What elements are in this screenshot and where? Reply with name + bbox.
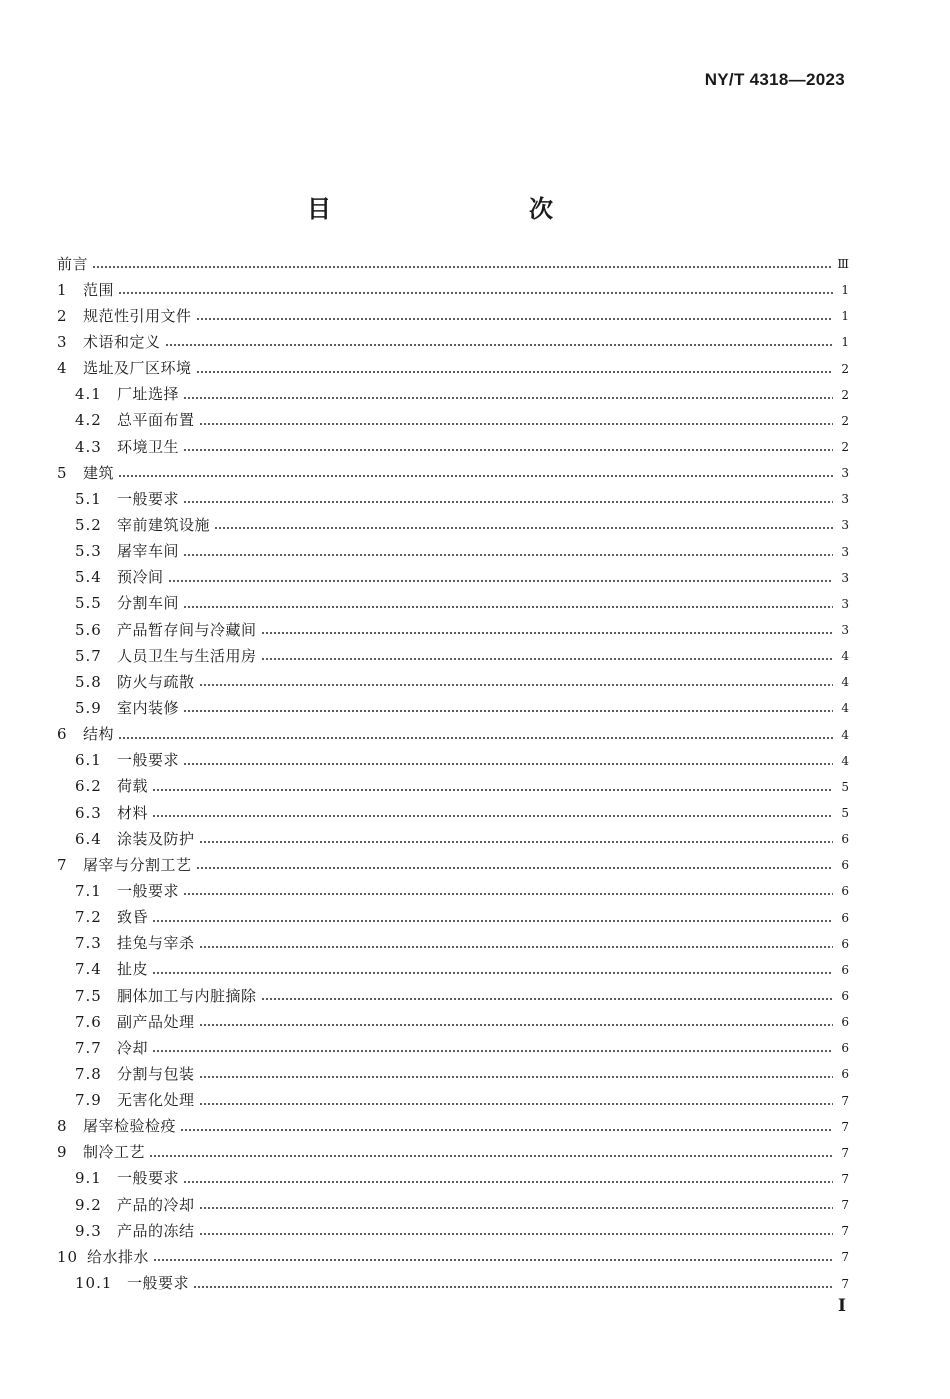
toc-entry-page: 3 [841, 570, 849, 585]
toc-entry-number: 2 [57, 306, 68, 325]
toc-leader-dots [193, 1286, 833, 1288]
toc-leader-dots [152, 920, 833, 922]
toc-entry[interactable] [57, 277, 849, 303]
toc-entry-page: 7 [841, 1119, 849, 1134]
toc-entry[interactable] [57, 1270, 849, 1296]
toc-entry-page: 3 [841, 623, 849, 638]
page-title: 目 次 [307, 195, 603, 224]
toc-entry-label: 预冷间 [117, 568, 164, 587]
toc-entry-label: 材料 [117, 803, 149, 822]
toc-leader-dots [168, 580, 833, 582]
toc-entry-number: 4.1 [75, 385, 102, 404]
toc-entry-page: 2 [841, 440, 849, 455]
toc-entry[interactable] [57, 1218, 849, 1244]
toc-leader-dots [165, 344, 833, 346]
toc-leader-dots [152, 815, 833, 817]
toc-entry[interactable] [57, 1140, 849, 1166]
toc-entry-page: 4 [841, 727, 849, 742]
toc-leader-dots [183, 554, 833, 556]
toc-entry[interactable] [57, 748, 849, 774]
toc-entry-page: 7 [841, 1145, 849, 1160]
toc-leader-dots [183, 893, 833, 895]
toc-entry-number: 5.6 [75, 620, 102, 639]
toc-entry-page: 2 [841, 361, 849, 376]
toc-entry-label: 规范性引用文件 [83, 306, 192, 325]
toc-entry[interactable] [57, 1114, 849, 1140]
toc-entry-label: 一般要求 [117, 751, 180, 770]
toc-entry-label: 分割车间 [117, 594, 180, 613]
toc-leader-dots [199, 423, 833, 425]
toc-entry-number: 7.8 [75, 1064, 102, 1083]
toc-entry-page: 2 [841, 413, 849, 428]
toc-entry-number: 8 [57, 1117, 68, 1136]
toc-entry[interactable] [57, 539, 849, 565]
toc-leader-dots [199, 1207, 833, 1209]
toc-entry-number: 5 [57, 463, 68, 482]
toc-entry[interactable] [57, 617, 849, 643]
toc-entry[interactable] [57, 695, 849, 721]
toc-entry-page: 3 [841, 492, 849, 507]
toc-entry-number: 1 [57, 280, 68, 299]
toc-entry-label: 产品的冻结 [117, 1221, 195, 1240]
toc-entry-label: 屠宰车间 [117, 542, 180, 561]
toc-entry-number: 5.1 [75, 489, 102, 508]
toc-entry-page: Ⅲ [837, 257, 849, 272]
toc-leader-dots [92, 266, 831, 268]
toc-entry-number: 5.9 [75, 698, 102, 717]
toc-entry-number: 5.7 [75, 646, 102, 665]
toc-entry-number: 7.5 [75, 986, 102, 1005]
toc-entry-number: 6 [57, 725, 68, 744]
toc-entry-label: 扯皮 [117, 960, 149, 979]
toc-leader-dots [199, 1076, 833, 1078]
toc-entry-page: 4 [841, 753, 849, 768]
toc-entry[interactable] [57, 434, 849, 460]
toc-entry-label: 结构 [83, 725, 115, 744]
toc-entry-number: 9 [57, 1143, 68, 1162]
toc-entry-number: 7.3 [75, 934, 102, 953]
toc-entry[interactable] [57, 826, 849, 852]
toc-leader-dots [196, 318, 833, 320]
toc-entry-number: 5.4 [75, 568, 102, 587]
toc-entry-label: 范围 [83, 280, 115, 299]
toc-entry-page: 1 [841, 309, 849, 324]
toc-entry-page: 6 [841, 936, 849, 951]
toc-leader-dots [199, 1103, 833, 1105]
toc-leader-dots [152, 972, 833, 974]
toc-leader-dots [183, 710, 833, 712]
toc-entry-page: 3 [841, 466, 849, 481]
toc-entry-page: 7 [841, 1171, 849, 1186]
toc-leader-dots [180, 1129, 833, 1131]
toc-entry-number: 5.3 [75, 542, 102, 561]
toc-entry[interactable] [57, 460, 849, 486]
toc-entry-label: 屠宰检验检疫 [83, 1117, 177, 1136]
toc-entry[interactable] [57, 905, 849, 931]
toc-entry-label: 产品暂存间与冷藏间 [117, 620, 257, 639]
toc-entry-label: 冷却 [117, 1038, 149, 1057]
toc-leader-dots [199, 1024, 833, 1026]
toc-entry-page: 6 [841, 858, 849, 873]
toc-entry-page: 6 [841, 962, 849, 977]
toc-leader-dots [152, 1050, 833, 1052]
toc-entry-label: 无害化处理 [117, 1091, 195, 1110]
toc-entry-page: 6 [841, 910, 849, 925]
toc-entry-label: 建筑 [83, 463, 115, 482]
toc-entry-number: 9.2 [75, 1195, 102, 1214]
toc-entry-page: 3 [841, 518, 849, 533]
toc-entry-label: 屠宰与分割工艺 [83, 855, 192, 874]
toc-entry[interactable] [57, 931, 849, 957]
toc-entry[interactable] [57, 1035, 849, 1061]
toc-entry-number: 7 [57, 855, 68, 874]
toc-entry-label: 胴体加工与内脏摘除 [117, 986, 257, 1005]
table-of-contents [57, 251, 849, 1297]
toc-entry-page: 7 [841, 1224, 849, 1239]
toc-entry[interactable] [57, 983, 849, 1009]
toc-leader-dots [199, 841, 833, 843]
toc-entry-page: 5 [841, 806, 849, 821]
toc-leader-dots [118, 475, 833, 477]
toc-entry-page: 1 [841, 283, 849, 298]
toc-leader-dots [118, 737, 833, 739]
toc-entry-number: 10 [57, 1247, 79, 1266]
toc-entry-number: 5.5 [75, 594, 102, 613]
toc-entry-label: 厂址选择 [117, 385, 180, 404]
toc-entry-number: 4.2 [75, 411, 102, 430]
toc-entry-page: 3 [841, 544, 849, 559]
toc-entry-page: 6 [841, 1067, 849, 1082]
toc-entry-page: 7 [841, 1198, 849, 1213]
toc-entry-page: 7 [841, 1093, 849, 1108]
toc-entry[interactable] [57, 303, 849, 329]
toc-entry[interactable] [57, 1192, 849, 1218]
toc-entry[interactable] [57, 591, 849, 617]
toc-leader-dots [196, 867, 833, 869]
toc-entry-label: 涂装及防护 [117, 829, 195, 848]
toc-entry[interactable] [57, 774, 849, 800]
toc-leader-dots [183, 449, 833, 451]
toc-entry-label: 挂兔与宰杀 [117, 934, 195, 953]
toc-entry[interactable] [57, 1166, 849, 1192]
toc-entry-number: 6.3 [75, 803, 102, 822]
toc-leader-dots [183, 763, 833, 765]
toc-entry-page: 4 [841, 675, 849, 690]
toc-entry-label: 一般要求 [117, 489, 180, 508]
toc-entry[interactable] [57, 1061, 849, 1087]
toc-entry[interactable] [57, 852, 849, 878]
toc-leader-dots [261, 658, 833, 660]
toc-entry-label: 一般要求 [117, 1169, 180, 1188]
toc-leader-dots [183, 501, 833, 503]
document-code: NY/T 4318—2023 [704, 70, 845, 89]
toc-entry-page: 6 [841, 884, 849, 899]
toc-entry-label: 人员卫生与生活用房 [117, 646, 257, 665]
toc-entry[interactable] [57, 878, 849, 904]
toc-entry-label: 给水排水 [87, 1247, 150, 1266]
toc-entry[interactable] [57, 486, 849, 512]
toc-entry-page: 3 [841, 596, 849, 611]
toc-entry-page: 6 [841, 1015, 849, 1030]
toc-entry-page: 4 [841, 649, 849, 664]
toc-leader-dots [261, 632, 833, 634]
toc-leader-dots [199, 946, 833, 948]
toc-entry-label: 一般要求 [117, 881, 180, 900]
toc-entry[interactable] [57, 800, 849, 826]
toc-entry-page: 6 [841, 989, 849, 1003]
toc-entry-page: 2 [841, 387, 849, 402]
toc-entry-number: 3 [57, 332, 68, 351]
toc-entry-page: 6 [841, 832, 849, 847]
toc-leader-dots [183, 397, 833, 399]
page-number: I [838, 1296, 846, 1316]
toc-entry-label: 一般要求 [127, 1274, 190, 1293]
toc-entry-number: 5.8 [75, 672, 102, 691]
toc-leader-dots [183, 606, 833, 608]
toc-leader-dots [152, 789, 833, 791]
toc-entry-label: 分割与包装 [117, 1064, 195, 1083]
toc-entry-label: 选址及厂区环境 [83, 359, 192, 378]
toc-entry[interactable] [57, 382, 849, 408]
toc-entry[interactable] [57, 356, 849, 382]
toc-entry[interactable] [57, 1088, 849, 1114]
toc-leader-dots [153, 1259, 833, 1261]
toc-entry[interactable] [57, 957, 849, 983]
toc-entry-label: 室内装修 [117, 698, 180, 717]
toc-entry[interactable] [57, 722, 849, 748]
toc-entry-page: 6 [841, 1041, 849, 1056]
toc-entry-label: 产品的冷却 [117, 1195, 195, 1214]
toc-entry-number: 6.4 [75, 829, 102, 848]
toc-leader-dots [199, 1233, 833, 1235]
toc-entry-number: 7.9 [75, 1091, 102, 1110]
toc-entry-label: 荷载 [117, 777, 149, 796]
toc-leader-dots [261, 998, 833, 1000]
toc-entry[interactable] [57, 1009, 849, 1035]
toc-entry-page: 7 [841, 1276, 849, 1291]
toc-entry[interactable] [57, 669, 849, 695]
toc-entry[interactable] [57, 643, 849, 669]
toc-entry-label: 环境卫生 [117, 437, 180, 456]
toc-entry[interactable] [57, 251, 849, 277]
toc-leader-dots [183, 1181, 833, 1183]
toc-entry-label: 术语和定义 [83, 332, 161, 351]
toc-entry-number: 4 [57, 359, 68, 378]
toc-leader-dots [149, 1155, 833, 1157]
toc-entry-label: 副产品处理 [117, 1012, 195, 1031]
toc-entry-page: 1 [841, 335, 849, 350]
toc-entry-number: 7.6 [75, 1012, 102, 1031]
toc-entry[interactable] [57, 1244, 849, 1270]
toc-leader-dots [199, 684, 833, 686]
toc-entry-page: 5 [841, 779, 849, 794]
toc-entry[interactable] [57, 565, 849, 591]
toc-leader-dots [214, 527, 833, 529]
toc-entry-label: 致昏 [117, 908, 149, 927]
toc-entry[interactable] [57, 512, 849, 538]
toc-entry-number: 4.3 [75, 437, 102, 456]
toc-entry-number: 9.1 [75, 1169, 102, 1188]
toc-entry-number: 7.2 [75, 908, 102, 927]
toc-entry-label: 总平面布置 [117, 411, 195, 430]
toc-entry-page: 7 [841, 1250, 849, 1265]
toc-entry-number: 7.7 [75, 1038, 102, 1057]
toc-entry-number: 6.1 [75, 751, 102, 770]
toc-entry-page: 4 [841, 701, 849, 716]
toc-entry-number: 5.2 [75, 515, 102, 534]
toc-entry-number: 10.1 [75, 1274, 113, 1293]
toc-entry-number: 7.4 [75, 960, 102, 979]
toc-entry-label: 防火与疏散 [117, 672, 195, 691]
toc-leader-dots [196, 371, 833, 373]
toc-leader-dots [118, 292, 833, 294]
toc-entry-number: 7.1 [75, 881, 102, 900]
toc-entry-number: 9.3 [75, 1221, 102, 1240]
toc-entry-number: 6.2 [75, 777, 102, 796]
toc-entry[interactable] [57, 408, 849, 434]
toc-entry[interactable] [57, 329, 849, 355]
toc-entry-label: 制冷工艺 [83, 1143, 146, 1162]
toc-entry-label: 前言 [57, 254, 89, 273]
toc-entry-label: 宰前建筑设施 [117, 515, 211, 534]
